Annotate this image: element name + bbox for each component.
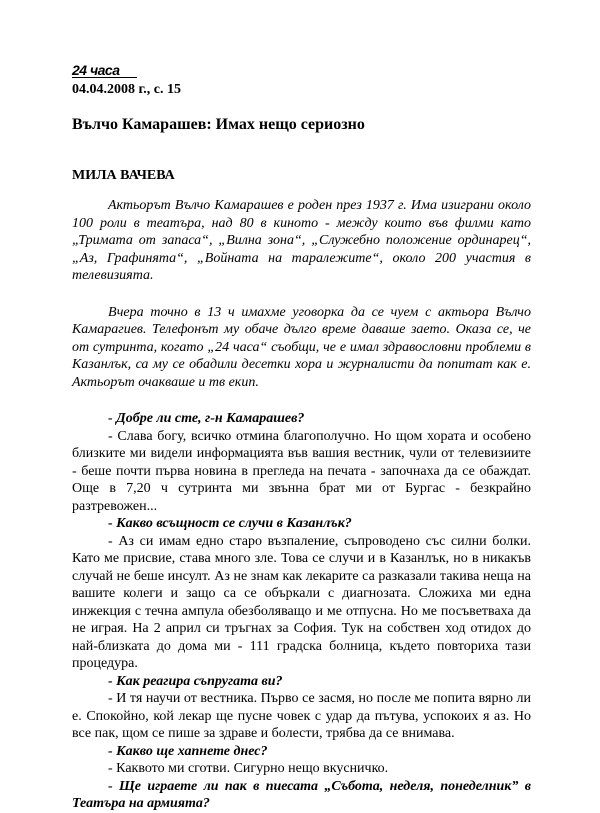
article-title: Вълчо Камарашев: Имах нещо сериозно [72, 116, 365, 133]
newspaper-logo: 24 часа [72, 63, 137, 78]
publication-date: 04.04.2008 г., с. 15 [72, 82, 181, 97]
interview-answer: - Каквото ми сготви. Сигурно нещо вкусничко. [108, 761, 389, 776]
lead-paragraph: Вчера точно в 13 ч имахме уговорка да се чуем с актьора Вълчо Камарагиев. Телефонът му обаче дълго време даваше заето. Оказа се, че от сутринта, когато „24 часа“ съобщи, че е имал здравословни проблеми в Казанлък, са му се обадили десетки хора и журналисти да попитат как е. Актьорът очакваше и тв екип. [72, 304, 531, 390]
interview-question: - Какво всъщност се случи в Казанлък? [108, 516, 352, 531]
lead-paragraph: Актьорът Вълчо Камарашев е роден през 1937 г. Има изиграни около 100 роли в театъра, над 80 в киното - между които във филми като „Тримата от запаса“, „Вилна зона“, „Служебно положение ординарец“, „Аз, Графинята“, „Войната на таралежите“, около 200 участия в телевизията. [72, 198, 531, 283]
article-page [72, 62, 531, 813]
article-author: МИЛА ВАЧЕВА [72, 168, 175, 183]
interview-answer: - Слава богу, всичко отмина благополучно. Но щом хората и особено близките ми видели информацията във вашия вестник, чули от телевизиите - беше почти първа новина в прегледа на печата - започнаха да се обаждат. Още в 7,20 ч сутринта ми звънна брат ми от Бургас - безкрайно разтревожен... [72, 428, 531, 514]
interview-question: - Добре ли сте, г-н Камарашев? [108, 411, 305, 426]
interview-answer: - И тя научи от вестника. Първо се засмя, но после ме попита вярно ли е. Спокойно, кой лекар ще пусне човек с удар да пътува, успокоих я аз. Но все пак, щом се пише за здраве и болести, трябва да се внимава. [72, 691, 531, 741]
interview-question: - Ще играете ли пак в пиесата „Събота, неделя, понеделник” в Театъра на армията? [72, 778, 531, 811]
interview-body [72, 410, 531, 813]
interview-question: - Как реагира съпругата ви? [108, 673, 283, 689]
interview-answer: - Аз си имам едно старо възпаление, съпроводено със силни болки. Като ме присвие, става много зле. Това се случи и в Казанлък, но в никакъв случай не беше инсулт. Аз не знам как лекарите са разказали такива неща на вашите колеги и защо са се объркали с диагнозата. Сложиха ми една инжекция с течна ампула обезболяващо и ме отпусна. Но ме посъветваха да не играя. На 2 април си тръгнах за София. Тук на собствен ход отидох до най-близката до дома ми - 111 градска болница, където повториха тази процедура. [72, 533, 531, 671]
interview-question: - Какво ще хапнете днес? [108, 743, 268, 759]
